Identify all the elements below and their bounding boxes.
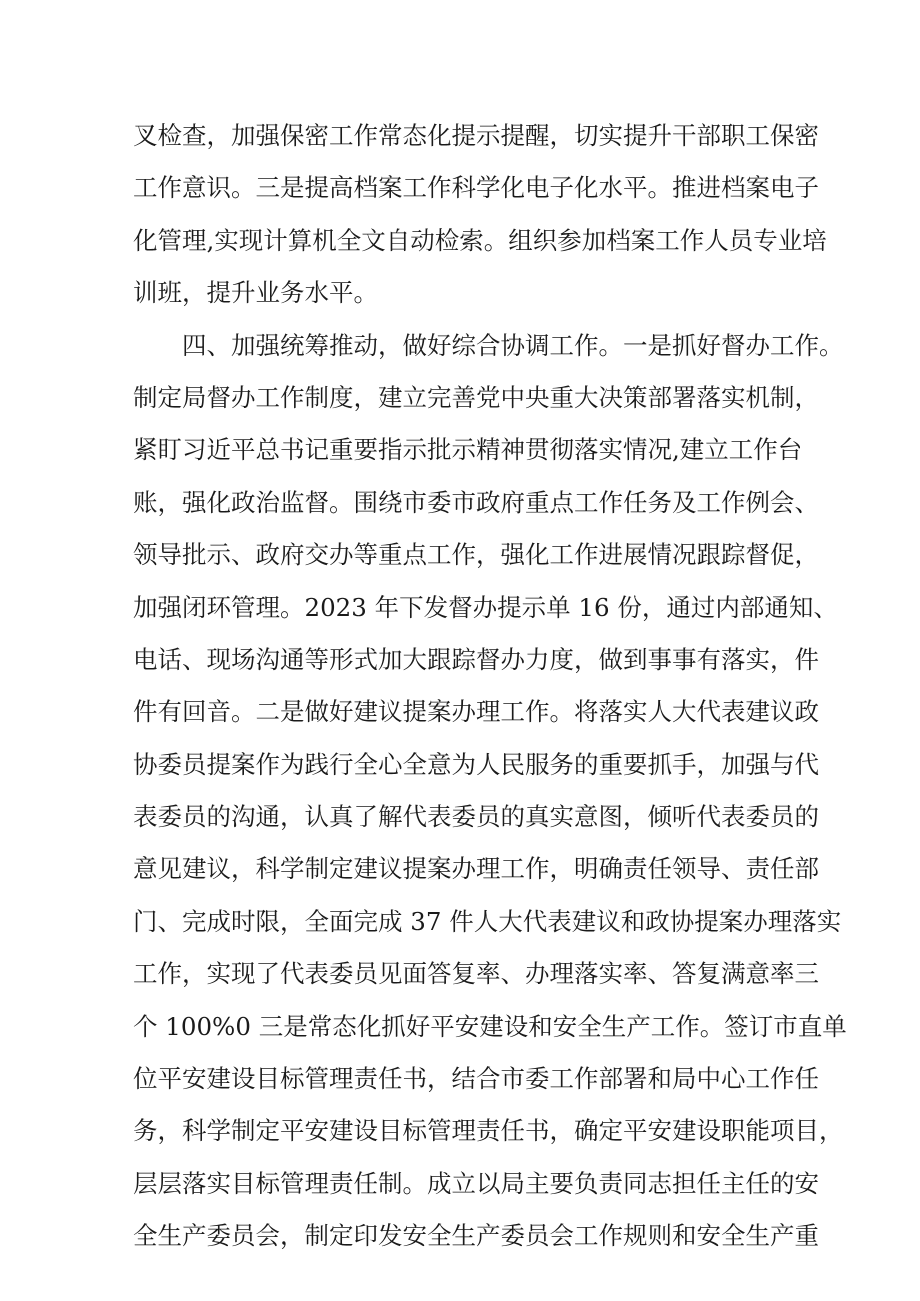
text-line: 紧盯习近平总书记重要指示批示精神贯彻落实情况,建立工作台 (133, 435, 803, 465)
text-line: 四、加强统筹推动，做好综合协调工作。一是抓好督办工作。 (133, 330, 844, 360)
text-line: 个 100%0 三是常态化抓好平安建设和安全生产工作。签订市直单 (133, 1011, 847, 1041)
text-line: 账，强化政治监督。围绕市委市政府重点工作任务及工作例会、 (133, 487, 819, 517)
text-line: 加强闭环管理。2023 年下发督办提示单 16 份，通过内部通知、 (133, 592, 838, 622)
text-line: 全生产委员会，制定印发安全生产委员会工作规则和安全生产重 (133, 1221, 819, 1251)
body-text (133, 110, 847, 1263)
text-line: 务，科学制定平安建设目标管理责任书，确定平安建设职能项目， (133, 1116, 844, 1146)
text-line: 训班，提升业务水平。 (133, 278, 378, 308)
text-line: 意见建议，科学制定建议提案办理工作，明确责任领导、责任部 (133, 854, 819, 884)
text-line: 门、完成时限，全面完成 37 件人大代表建议和政协提案办理落实 (133, 906, 842, 936)
text-line: 制定局督办工作制度，建立完善党中央重大决策部署落实机制， (133, 382, 819, 412)
text-line: 位平安建设目标管理责任书，结合市委工作部署和局中心工作任 (133, 1064, 819, 1094)
text-line: 电话、现场沟通等形式加大跟踪督办力度，做到事事有落实，件 (133, 644, 819, 674)
text-line: 协委员提案作为践行全心全意为人民服务的重要抓手，加强与代 (133, 749, 819, 779)
text-line: 化管理,实现计算机全文自动检索。组织参加档案工作人员专业培 (133, 225, 827, 255)
text-line: 表委员的沟通，认真了解代表委员的真实意图，倾听代表委员的 (133, 802, 819, 832)
text-line: 层层落实目标管理责任制。成立以局主要负责同志担任主任的安 (133, 1168, 819, 1198)
text-line: 叉检查，加强保密工作常态化提示提醒，切实提升干部职工保密 (133, 121, 819, 150)
text-line: 领导批示、政府交办等重点工作，强化工作进展情况跟踪督促， (133, 540, 819, 570)
text-line: 工作意识。三是提高档案工作科学化电子化水平。推进档案电子 (133, 173, 819, 203)
text-line: 件有回音。二是做好建议提案办理工作。将落实人大代表建议政 (133, 697, 819, 727)
text-line: 工作，实现了代表委员见面答复率、办理落实率、答复满意率三 (133, 959, 819, 989)
